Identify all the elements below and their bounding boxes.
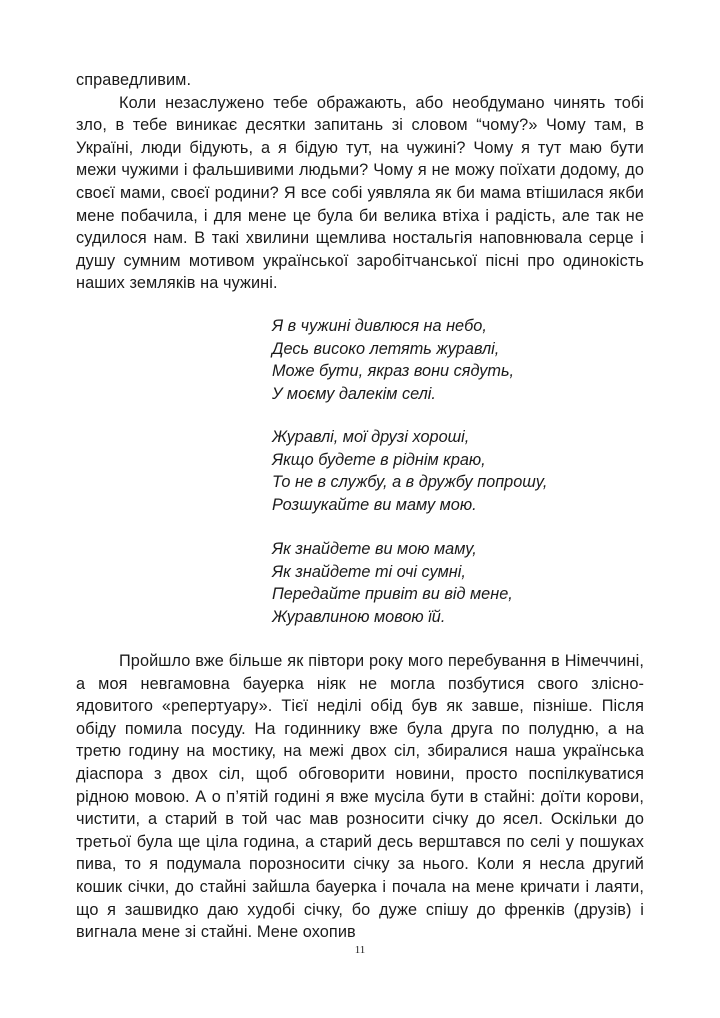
bottom-text-block [76, 650, 644, 944]
poem-stanza-2 [272, 426, 652, 516]
poem-line: У моєму далекім селі. [272, 384, 436, 403]
poem-line: Журавлі, мої друзі хороші, [272, 428, 470, 446]
top-text-block [76, 69, 644, 295]
poem-line: Може бути, якраз вони сядуть, [272, 362, 515, 380]
poem-stanza-3 [272, 538, 652, 628]
poem-line: Розшукайте ви маму мою. [272, 495, 477, 514]
poem-line: Як знайдете ті очі сумні, [272, 562, 466, 581]
paragraph-nostalgia: Коли незаслужено тебе ображають, або необдумано чинять тобі зло, в тебе виникає десятки запитань зі словом “чому?» Чому там, в Україні, люди бідують, а я бідую тут, на чужині? Чому я тут маю бути межи чужими і фальшивими людьми? Чому я не можу поїхати додому, до своєї мами, своєї родини? Я все собі уявляла як би мама втішилася якби мене побачила, і для мене це була би велика втіха і радість, але так не судилося нам. В такі хвилини щемлива ностальгія наповнювала серце і душу сумним мотивом української заробітчанської пісні про одинокість наших земляків на чужині. [76, 93, 644, 293]
poem-line: Передайте привіт ви від мене, [272, 585, 513, 603]
poem-line: Якщо будете в ріднім краю, [272, 450, 486, 469]
poem-line: Як знайдете ви мою маму, [272, 540, 477, 558]
poem-line: Десь високо летять журавлі, [272, 339, 500, 358]
poem-line: Журавлиною мовою їй. [272, 607, 446, 626]
paragraph-sunday: Пройшло вже більше як півтори року мого перебування в Німеччині, а моя невгамовна бауерка ніяк не могла позбутися свого злісно-ядовитого «репертуару». Тієї неділі обід був як завше, пізніше. Після обіду помила посуду. На годиннику вже була друга по полудню, а на третю годину на мостику, на межі двох сіл, збиралися наша українська діаспора з двох сіл, щоб обговорити новини, просто поспілкуватися рідною мовою. А о п’ятій годині я вже мусіла бути в стайні: доїти корови, чистити, а старий в той час мав розносити січку до ясел. Оскільки до третьої була ще ціла година, а старий десь верштався по селі у пошуках пива, то я подумала порозносити січку за нього. Коли я несла другий кошик січки, до стайні зайшла бауерка і почала на мене кричати і лаяти, що я зашвидко даю худобі січку, бо дуже спішу до френків (друзів) і вигнала мене зі стайні. Мене охопив [76, 652, 644, 942]
poem-line: То не в службу, а в дружбу попрошу, [272, 473, 548, 491]
poem-line: Я в чужині дивлюся на небо, [272, 317, 487, 335]
page-number: 11 [354, 944, 366, 956]
poem-stanza-1 [272, 315, 652, 405]
paragraph-continuation: справедливим. [76, 71, 192, 89]
